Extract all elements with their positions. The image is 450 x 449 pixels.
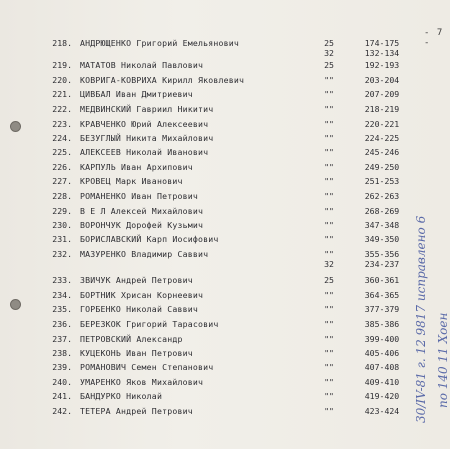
handwritten-annotation [400,28,450,428]
entry-number: 225. [52,147,72,157]
entry-number: 229. [52,206,72,216]
entry-number: 227. [52,176,72,186]
list-item [0,275,420,288]
entry-number: 222. [52,104,72,114]
count-value: "" [324,119,334,129]
count-value: "" [324,147,334,157]
count-value: "" [324,220,334,230]
entry-number: 231. [52,234,72,244]
page-range: 132-134 [364,48,400,58]
page-range: 405-406 [364,348,400,358]
entry-number: 218. [52,38,72,48]
count-value: "" [324,162,334,172]
entry-number: 232. [52,249,72,259]
page-range: 419-420 [364,391,400,401]
entry-number: 241. [52,391,72,401]
list-item [0,290,420,303]
count-value: "" [324,334,334,344]
person-name: ГОРБЕНКО Николай Саввич [80,304,198,314]
page-range: 249-250 [364,162,400,172]
list-item [0,377,420,390]
person-name: МАТАТОВ Николай Павлович [80,60,204,70]
person-name: АНДРЮЩЕНКО Григорий Емельянович [80,38,240,48]
entry-number: 236. [52,319,72,329]
list-item [0,162,420,175]
entry-number: 224. [52,133,72,143]
handwritten-note-line: по 140 11 Хоен [436,312,450,408]
page-range: 409-410 [364,377,400,387]
entry-number: 235. [52,304,72,314]
person-name: БАНДУРКО Николай [80,391,163,401]
count-value: 25 [324,60,334,70]
page-range: 192-193 [364,60,400,70]
count-value: "" [324,406,334,416]
count-value: "" [324,206,334,216]
count-value: "" [324,304,334,314]
list-item [0,319,420,332]
page-range: 220-221 [364,119,400,129]
person-name: РОМАНЕНКО Иван Петрович [80,191,198,201]
page-range: 234-237 [364,259,400,269]
person-name: ЗВИЧУК Андрей Петрович [80,275,193,285]
list-item [0,38,420,58]
list-item [0,104,420,117]
list-item [0,249,420,269]
list-item [0,133,420,146]
count-value: "" [324,75,334,85]
person-name: БЕЗУГЛЫЙ Никита Михайлович [80,133,214,143]
page-range: 364-365 [364,290,400,300]
person-name: ТЕТЕРА Андрей Петрович [80,406,193,416]
person-name: БЕРЕЗКОК Григорий Тарасович [80,319,219,329]
person-name: ЦИВБАЛ Иван Дмитриевич [80,89,193,99]
page-range: 385-386 [364,319,400,329]
count-value: "" [324,391,334,401]
list-item [0,391,420,404]
person-name: КОВРИГА-КОВРИХА Кирилл Яковлевич [80,75,245,85]
page-range: 251-253 [364,176,400,186]
page-range: 268-269 [364,206,400,216]
count-value: "" [324,89,334,99]
page-range: 407-408 [364,362,400,372]
entry-number: 221. [52,89,72,99]
count-value: 25 [324,275,334,285]
count-value: "" [324,104,334,114]
person-name: КУЦЕКОНЬ Иван Петрович [80,348,193,358]
entry-number: 239. [52,362,72,372]
count-value: "" [324,348,334,358]
count-value: 32 [324,259,334,269]
count-value: 25 [324,38,334,48]
page-range: 174-175 [364,38,400,48]
entry-number: 242. [52,406,72,416]
page-range: 245-246 [364,147,400,157]
entry-number: 234. [52,290,72,300]
list-item [0,191,420,204]
handwritten-note-line: 30/IV-81 г. 12 9817 исправлено 6 [414,215,428,423]
list-item [0,304,420,317]
count-value: "" [324,377,334,387]
person-name: РОМАНОВИЧ Семен Степанович [80,362,214,372]
count-value: "" [324,249,334,259]
count-value: "" [324,290,334,300]
page-range: 377-379 [364,304,400,314]
count-value: "" [324,133,334,143]
person-name: АЛЕКСЕЕВ Николай Иванович [80,147,209,157]
page-range: 262-263 [364,191,400,201]
page-range: 399-400 [364,334,400,344]
person-name: УМАРЕНКО Яков Михайлович [80,377,204,387]
entry-number: 240. [52,377,72,387]
page-range: 360-361 [364,275,400,285]
list-item [0,176,420,189]
entry-number: 226. [52,162,72,172]
list-item [0,362,420,375]
person-name: ПЕТРОВСКИЙ Александр [80,334,183,344]
list-item [0,206,420,219]
list-item [0,348,420,361]
list-item [0,89,420,102]
page-range: 349-350 [364,234,400,244]
page-number: - 7 - [424,28,444,48]
person-name: БОРТНИК Хрисан Корнеевич [80,290,204,300]
entry-number: 230. [52,220,72,230]
count-value: "" [324,176,334,186]
page-range: 355-356 [364,249,400,259]
person-name: В Е Л Алексей Михайлович [80,206,204,216]
entry-number: 220. [52,75,72,85]
entry-number: 219. [52,60,72,70]
entry-number: 228. [52,191,72,201]
list-item [0,234,420,247]
count-value: "" [324,191,334,201]
entry-number: 238. [52,348,72,358]
entry-number: 233. [52,275,72,285]
count-value: "" [324,319,334,329]
page-range: 203-204 [364,75,400,85]
entry-number: 237. [52,334,72,344]
person-name: МАЗУРЕНКО Владимир Саввич [80,249,209,259]
list-item [0,147,420,160]
person-name: КРАВЧЕНКО Юрий Алексеевич [80,119,209,129]
person-name: ВОРОНЧУК Дорофей Кузьмич [80,220,204,230]
page-range: 224-225 [364,133,400,143]
list-item [0,406,420,419]
page-range: 207-209 [364,89,400,99]
list-item [0,119,420,132]
person-name: БОРИСЛАВСКИЙ Карп Иосифович [80,234,219,244]
count-value: "" [324,234,334,244]
page-range: 218-219 [364,104,400,114]
list-item [0,75,420,88]
page-range: 423-424 [364,406,400,416]
list-item [0,220,420,233]
person-name: МЕДВИНСКИЙ Гавриил Никитич [80,104,214,114]
count-value: "" [324,362,334,372]
list-item [0,334,420,347]
page-range: 347-348 [364,220,400,230]
person-name: КРОВЕЦ Марк Иванович [80,176,183,186]
list-item [0,60,420,73]
person-name: КАРПУЛЬ Иван Архипович [80,162,193,172]
count-value: 32 [324,48,334,58]
entry-number: 223. [52,119,72,129]
